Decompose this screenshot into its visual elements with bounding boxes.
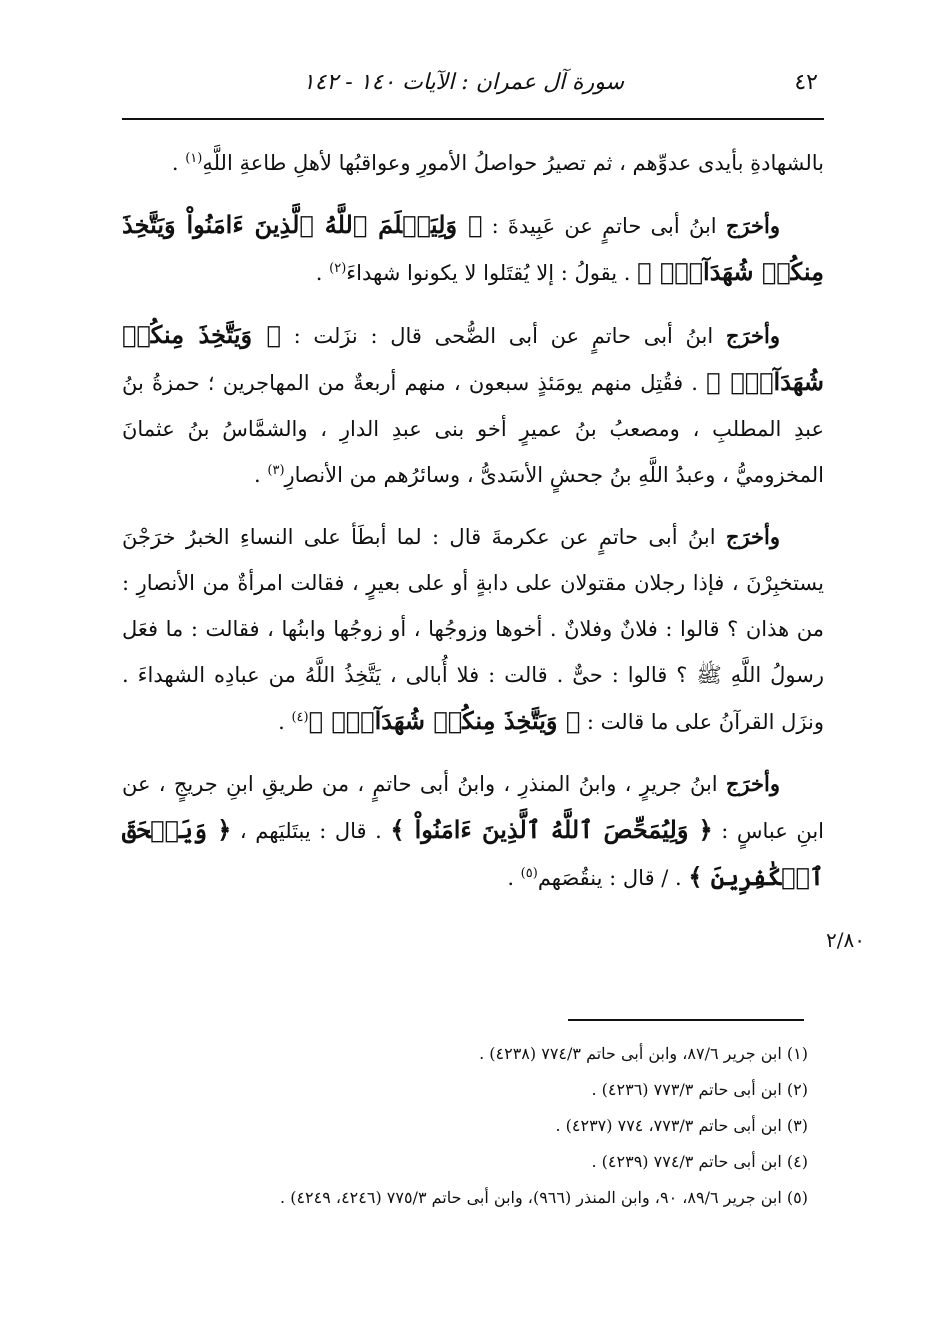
footnote-marker: (١) <box>185 151 203 166</box>
paragraph-text: ابنُ أبى حاتمٍ عن أبى الضُّحى قال : نزَلت : <box>280 324 726 348</box>
paragraph-text: . قال : يبتَليَهم ، <box>231 819 391 843</box>
footnote-1: (١) ابن جرير ٦/‏٨٧، وابن أبى حاتم ٣/‏٧٧٤ (٤٢٣٨) . <box>479 1044 808 1063</box>
page-number: ٤٢ <box>794 70 818 95</box>
quran-verse: ﴿ وَلِيُمَحِّصَ ٱللَّهُ ٱلَّذِينَ ءَامَنُواْ ﴾ <box>390 815 713 844</box>
paragraph-text: ابنُ جريرٍ ، وابنُ المنذرِ ، وابنُ أبى حاتمٍ ، من طريقِ ابنِ جريجٍ ، عن ابنِ عباسٍ : <box>122 772 824 843</box>
footnote-rule <box>568 1019 804 1021</box>
main-text <box>122 140 824 917</box>
paragraph-text: بالشهادةِ بأيدى عدوِّهم ، ثم تصيرُ حواصلُ الأمورِ وعواقبُها لأهلِ طاعةِ اللَّهِ <box>202 151 824 175</box>
lead-word: وأخرَج <box>725 323 781 348</box>
paragraph-text: . يقولُ : إلا يُقتَلوا لا يكونوا شهداءَ <box>346 261 638 285</box>
paragraph-end: . <box>507 866 521 890</box>
paragraph-end: . <box>171 151 186 175</box>
paragraph-2 <box>122 202 824 296</box>
paragraph-end: . <box>254 463 268 487</box>
footnote-marker: (٤) <box>291 710 309 725</box>
paragraph-text: . / قال : ينقُصَهم <box>537 866 689 890</box>
lead-word: وأخرَج <box>725 771 780 796</box>
paragraph-end: . <box>315 261 330 285</box>
paragraph-4 <box>122 514 824 745</box>
paragraph-end: . <box>278 710 292 734</box>
quran-verse: ﴿ وَيَتَّخِذَ مِنكُمۡ شُهَدَآءَۗ ﴾ <box>122 320 824 396</box>
footnote-5: (٥) ابن جرير ٦/‏٨٩، ٩٠، وابن المنذر (٩٦٦)، وابن أبى حاتم ٣/‏٧٧٥ (٤٢٤٦، ٤٢٤٩) . <box>280 1188 808 1207</box>
margin-reference: ٢/٨٠ <box>826 928 865 952</box>
lead-word: وأخرَج <box>725 524 780 549</box>
footnote-4: (٤) ابن أبى حاتم ٣/‏٧٧٤ (٤٢٣٩) . <box>591 1152 808 1171</box>
footnote-marker: (٣) <box>267 463 285 478</box>
footnote-marker: (٢) <box>329 261 347 276</box>
footnote-2: (٢) ابن أبى حاتم ٣/‏٧٧٣ (٤٢٣٦) . <box>591 1080 808 1099</box>
page-header <box>122 62 824 106</box>
paragraph-text: ابنُ أبى حاتمٍ عن عكرمةَ قال : لما أبطَأ على النساءِ الخبرُ خرَجْنَ يستخبِرْنَ ، فإذا رجلان مقتولان على دابةٍ أو على بعيرٍ ، فقالت امرأةٌ من الأنصارِ : من هذان ؟ قالوا : فلانٌ وفلانٌ . أخوها وزوجُها ، أو زوجُها وابنُها ، فقالت : ما فعَل رسولُ اللَّهِ ﷺ ؟ قالوا : حىٌّ . قالت : فلا أُبالى ، يَتَّخِذُ اللَّهُ من عبادِه الشهداءَ . ونزَل القرآنُ على ما قالت : <box>122 525 824 734</box>
footnote-3: (٣) ابن أبى حاتم ٣/‏٧٧٣، ٧٧٤ (٤٢٣٧) . <box>555 1116 808 1135</box>
paragraph-3 <box>122 312 824 498</box>
paragraph-text: ابنُ أبى حاتمٍ عن عَبِيدةَ : <box>482 214 726 238</box>
quran-verse: ﴿ وَيَتَّخِذَ مِنكُمۡ شُهَدَآءَۗ ﴾ <box>308 706 581 735</box>
footnotes <box>122 1036 808 1216</box>
quran-verse: ﴿ وَلِيَعۡلَمَ ٱللَّهُ ٱلَّذِينَ ءَامَنُواْ وَيَتَّخِذَ مِنكُمۡ شُهَدَآءَۗ ﴾ <box>122 210 824 286</box>
paragraph-5 <box>122 761 824 901</box>
footnote-marker: (٥) <box>520 866 538 881</box>
quran-verse: ﴿ وَيَمۡحَقَ ٱلۡكَٰفِرِينَ ﴾ <box>122 815 824 891</box>
lead-word: وأخرَج <box>725 213 780 238</box>
header-rule <box>122 118 824 120</box>
paragraph-text: . فقُتِل منهم يومَئذٍ سبعون ، منهم أربعةٌ من المهاجرين ؛ حمزةُ بنُ عبدِ المطلبِ ، ومصعبُ بنُ عميرٍ أخو بنى عبدِ الدارِ ، والشمَّاسُ بنُ عثمانَ المخزوميُّ ، وعبدُ اللَّهِ بنُ جحشٍ الأسَدىُّ ، وسائرُهم من الأنصارِ <box>122 371 824 487</box>
running-title: سورة آل عمران : الآيات ١٤٠ - ١٤٢ <box>302 70 624 95</box>
paragraph-1 <box>122 140 824 186</box>
